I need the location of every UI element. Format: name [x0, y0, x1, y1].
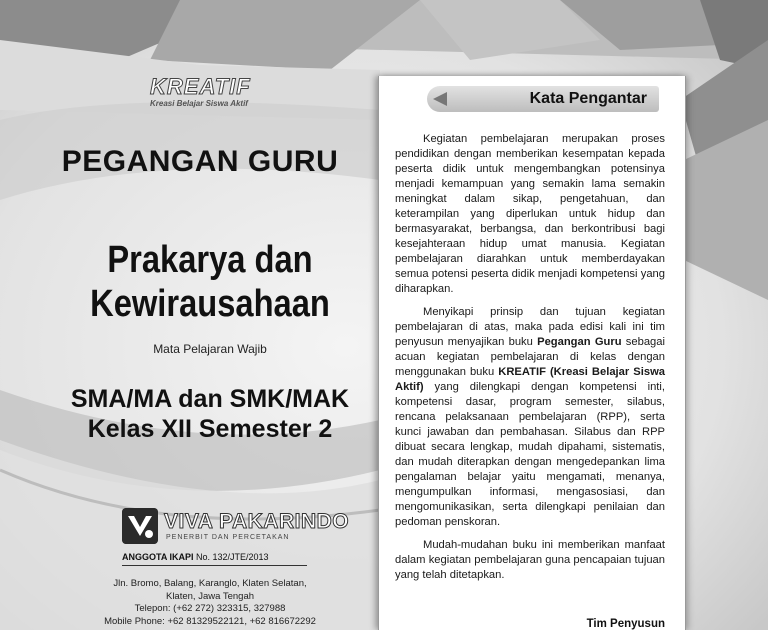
- address-line2: Klaten, Jawa Tengah: [165, 590, 255, 602]
- publisher-address: [95, 578, 325, 628]
- header-arrow-icon: [433, 92, 447, 106]
- p2-text-a: Menyikapi prinsip dan tujuan kegiatan pembelajaran di atas, maka pada edisi kali ini tim penyusun menyajikan buku: [395, 306, 665, 348]
- divider: [122, 565, 307, 566]
- publisher-name: VIVA PAKARINDO: [164, 510, 350, 533]
- foreword-panel: [378, 76, 686, 630]
- ikapi-label: ANGGOTA IKAPI: [122, 552, 194, 562]
- subject-title-line1: Prakarya dan: [107, 239, 313, 281]
- ikapi-number: No. 132/JTE/2013: [196, 552, 269, 562]
- kreatif-logo-tagline: Kreasi Belajar Siswa Aktif: [150, 99, 248, 108]
- grade-level-line1: SMA/MA dan SMK/MAK: [70, 385, 350, 413]
- ikapi-membership: [122, 552, 269, 562]
- publisher-subtitle: PENERBIT DAN PERCETAKAN: [166, 534, 290, 541]
- p2-text-e: yang dilengkapi dengan kompetensi inti, kompetensi dasar, program semester, silabus, rencana pelaksanaan pembelajaran (RPP), serta kunci jawaban dan pembahasan. Silabus dan RPP dibuat secara lengkap, mudah dipahami, sistematis, dan mudah diterapkan dengan mengedepankan lima pengalaman belajar yaitu mengamati, menanya, mengumpulkan informasi, mengasosiasi, dan mengomunikasikan, serta dilengkapi penilaian dan pedoman penskoran.: [395, 381, 665, 528]
- foreword-paragraph-3: Mudah-mudahan buku ini memberikan manfaat dalam kegiatan pembelajaran guna pencapaian tujuan yang telah ditetapkan.: [395, 539, 665, 581]
- phone-number: Telepon: (+62 272) 323315, 327988: [134, 603, 286, 614]
- grade-level-line2: Kelas XII Semester 2: [87, 415, 333, 443]
- subject-title: [29, 238, 390, 326]
- foreword-signature: Tim Penyusun: [586, 618, 665, 630]
- grade-level: [0, 384, 420, 444]
- foreword-header: [427, 86, 659, 112]
- p2-bold-pegangan-guru: Pegangan Guru: [537, 336, 622, 348]
- subject-note: Mata Pelajaran Wajib: [153, 342, 267, 356]
- foreword-paragraph-1: Kegiatan pembelajaran merupakan proses pendidikan dengan memberikan kesempatan kepada peserta didik untuk mengembangkan potensinya menjadi kemampuan yang semakin lama semakin meningkat dalam sikap, pengetahuan, dan keterampilan yang diperlukan untuk hidup dan bermasyarakat, berbangsa, dan berkontribusi bagi kesejahteraan hidup umat manusia. Kegiatan pembelajaran diarahkan untuk memberdayakan semua potensi peserta didik menjadi kompetensi yang diharapkan.: [395, 133, 665, 295]
- subject-title-line2: Kewirausahaan: [90, 283, 330, 325]
- kreatif-logo-wordmark: KREATIF: [150, 74, 251, 99]
- p2-bold-kreatif: KREATIF (Kreasi Belajar Siswa Aktif): [395, 366, 666, 393]
- foreword-paragraph-2: [395, 305, 665, 530]
- mobile-number: Mobile Phone: +62 81329522121, +62 816672292: [104, 615, 316, 627]
- publisher-logo: [122, 508, 350, 546]
- publisher-emblem-icon: [122, 508, 158, 544]
- foreword-title: Kata Pengantar: [529, 90, 647, 107]
- address-line1: Jln. Bromo, Balang, Karanglo, Klaten Selatan,: [113, 578, 307, 589]
- p2-text-c: sebagai acuan kegiatan pembelajaran di kelas dengan menggunakan buku: [395, 336, 665, 378]
- foreword-body: [395, 132, 665, 591]
- book-type-heading: PEGANGAN GURU: [61, 145, 339, 178]
- kreatif-logo: [150, 76, 270, 106]
